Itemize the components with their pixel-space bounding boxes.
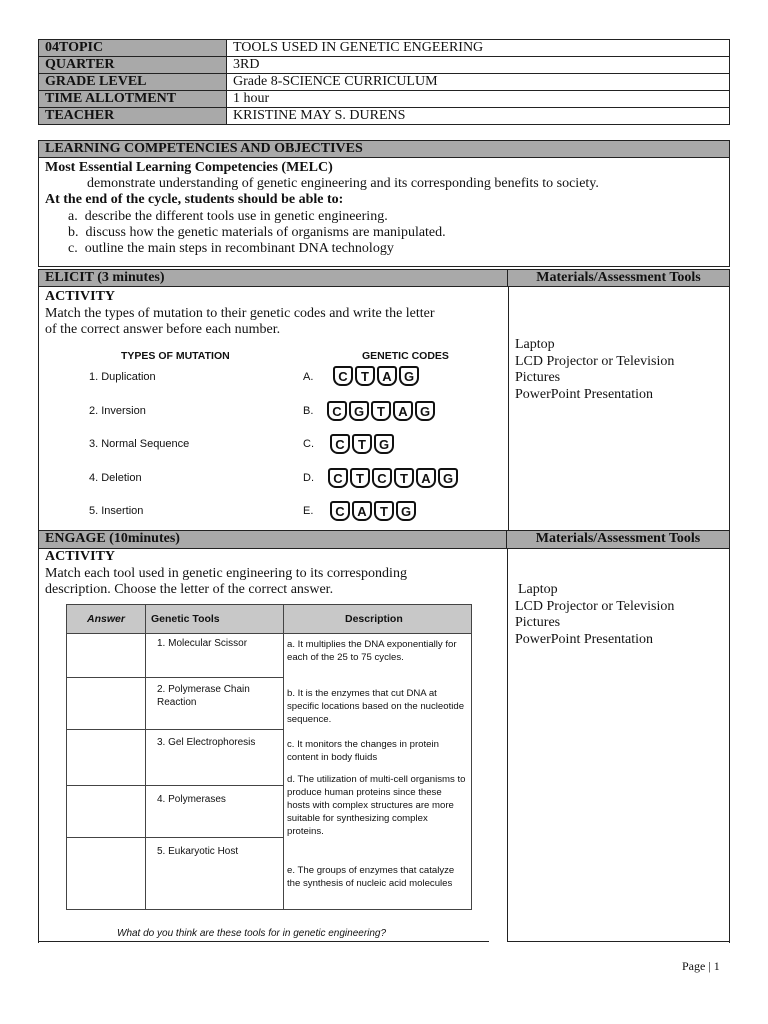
elicit-instruction: of the correct answer before each number. [45, 322, 281, 337]
engage-bottom-border [39, 941, 489, 942]
base-tile: A [393, 401, 413, 421]
base-tile: C [328, 468, 348, 488]
base-tile: T [350, 468, 370, 488]
cycle-title: At the end of the cycle, students should be able to: [45, 192, 344, 207]
tool-item: 4. Polymerases [157, 794, 226, 805]
base-tile: G [374, 434, 394, 454]
base-tile: G [438, 468, 458, 488]
code-letter: A. [303, 371, 314, 383]
header-key: GRADE LEVEL [39, 74, 227, 91]
row-divider [67, 785, 283, 786]
objective-item: b. discuss how the genetic materials of organisms are manipulated. [68, 225, 446, 240]
tools-table-header [67, 605, 471, 634]
description-item: d. The utilization of multi-cell organisms to produce human proteins since these hosts with complex structures are more suitable for synthesizing complex proteins. [287, 774, 466, 837]
material-item: LCD Projector or Television [515, 353, 675, 369]
tool-item: 3. Gel Electrophoresis [157, 737, 256, 748]
tools-table [66, 604, 472, 910]
objective-item: c. outline the main steps in recombinant DNA technology [68, 241, 394, 256]
code-letter: D. [303, 472, 314, 484]
mutation-type: 2. Inversion [89, 405, 146, 417]
genetic-code-d [328, 468, 458, 488]
code-letter: E. [303, 505, 314, 517]
header-key: TIME ALLOTMENT [39, 91, 227, 108]
page-number: Page | 1 [682, 959, 720, 973]
header-key: 04TOPIC [39, 40, 227, 57]
table-divider [283, 605, 284, 909]
col-genetic-tools: Genetic Tools [151, 613, 220, 625]
objectives-heading: LEARNING COMPETENCIES AND OBJECTIVES [39, 141, 729, 158]
col-answer: Answer [87, 613, 125, 625]
column-divider [508, 287, 509, 532]
column-divider [507, 549, 508, 942]
engage-materials-list [515, 582, 674, 648]
engage-question: What do you think are these tools for in genetic engineering? [117, 928, 387, 939]
melc-title: Most Essential Learning Competencies (MELC) [45, 160, 333, 175]
objective-item: a. describe the different tools use in genetic engineering. [68, 209, 388, 224]
base-tile: T [352, 434, 372, 454]
base-tile: G [399, 366, 419, 386]
code-letter: C. [303, 438, 314, 450]
description-item: e. The groups of enzymes that catalyze the synthesis of nucleic acid molecules [287, 865, 455, 889]
base-tile: T [374, 501, 394, 521]
engage-instruction: description. Choose the letter of the correct answer. [45, 582, 334, 597]
base-tile: T [394, 468, 414, 488]
header-value: 1 hour [227, 91, 730, 108]
base-tile: T [371, 401, 391, 421]
tool-item: 2. Polymerase Chain Reaction [157, 684, 250, 708]
row-divider [67, 837, 283, 838]
base-tile: G [415, 401, 435, 421]
base-tile: G [349, 401, 369, 421]
genetic-code-b [327, 401, 435, 421]
elicit-heading: ELICIT (3 minutes) [39, 270, 508, 287]
material-item: Pictures [515, 615, 561, 630]
tool-item: 1. Molecular Scissor [157, 638, 248, 649]
base-tile: C [327, 401, 347, 421]
mutation-type: 4. Deletion [89, 472, 142, 484]
description-item: a. It multiplies the DNA exponentially for each of the 25 to 75 cycles. [287, 639, 457, 663]
material-item: Laptop [518, 582, 558, 597]
base-tile: A [416, 468, 436, 488]
code-letter: B. [303, 405, 314, 417]
row-divider [67, 677, 283, 678]
engage-activity: ACTIVITY [45, 549, 116, 564]
tool-item: 5. Eukaryotic Host [157, 846, 239, 857]
elicit-materials-list [515, 337, 674, 403]
material-item: Pictures [515, 370, 561, 385]
genetic-code-c [330, 434, 394, 454]
material-item: PowerPoint Presentation [515, 631, 654, 647]
objectives-section [38, 140, 730, 267]
base-tile: G [396, 501, 416, 521]
base-tile: C [333, 366, 353, 386]
base-tile: A [377, 366, 397, 386]
header-value: 3RD [227, 57, 730, 74]
base-tile: C [372, 468, 392, 488]
material-item: LCD Projector or Television [515, 598, 675, 614]
engage-materials-heading: Materials/Assessment Tools [507, 531, 729, 549]
genetic-code-e [330, 501, 416, 521]
description-item: c. It monitors the changes in protein content in body fluids [287, 739, 439, 763]
description-item: b. It is the enzymes that cut DNA at specific locations based on the nucleotide sequence. [287, 688, 465, 725]
elicit-instruction: Match the types of mutation to their genetic codes and write the letter [45, 306, 435, 321]
header-key: TEACHER [39, 108, 227, 125]
header-value: Grade 8-SCIENCE CURRICULUM [227, 74, 730, 91]
genetic-code-a [333, 366, 419, 386]
mutation-type: 5. Insertion [89, 505, 144, 517]
col-description: Description [345, 613, 403, 625]
engage-heading: ENGAGE (10minutes) [39, 531, 507, 549]
materials-bottom-border [507, 941, 729, 942]
header-value: TOOLS USED IN GENETIC ENGEERING [227, 40, 730, 57]
header-key: QUARTER [39, 57, 227, 74]
base-tile: T [355, 366, 375, 386]
mutation-type: 3. Normal Sequence [89, 438, 190, 450]
engage-instruction: Match each tool used in genetic engineering to its corresponding [45, 566, 407, 581]
elicit-materials-heading: Materials/Assessment Tools [508, 270, 729, 287]
row-divider [67, 729, 283, 730]
header-table [38, 39, 730, 125]
header-value: KRISTINE MAY S. DURENS [227, 108, 730, 125]
elicit-section [38, 269, 730, 531]
material-item: Laptop [515, 337, 555, 352]
base-tile: C [330, 434, 350, 454]
table-divider [145, 605, 146, 909]
base-tile: A [352, 501, 372, 521]
types-of-mutation-heading: TYPES OF MUTATION [121, 350, 230, 362]
mutation-type: 1. Duplication [89, 371, 156, 383]
base-tile: C [330, 501, 350, 521]
elicit-activity: ACTIVITY [45, 289, 116, 304]
genetic-codes-heading: GENETIC CODES [362, 350, 449, 362]
material-item: PowerPoint Presentation [515, 386, 654, 402]
melc-text: demonstrate understanding of genetic engineering and its corresponding benefits to society. [87, 176, 599, 191]
